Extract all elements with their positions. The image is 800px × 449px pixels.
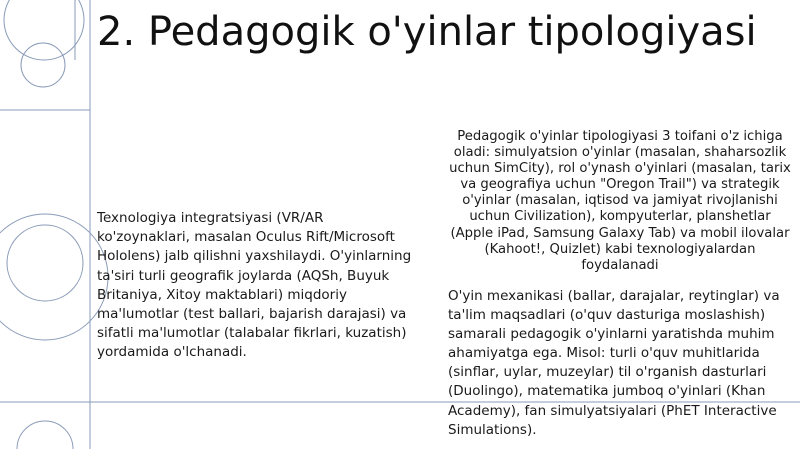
slide-title: 2. Pedagogik o'yinlar tipologiyasi [97, 9, 757, 55]
deco-circle [0, 214, 108, 340]
deco-circle [7, 225, 83, 301]
right-paragraph-mechanics: O'yin mexanikasi (ballar, darajalar, reytinglar) va ta'lim maqsadlari (o'quv dasturiga moslashish) samarali pedagogik o'yinlarni yaratishda muhim ahamiyatga ega. Misol: turli o'quv muhitlarida (sinflar, uylar, muzeylar) til o'rganish dasturlari (Duolingo), matematika jumboq o'yinlari (Khan Academy), fan simulyatsiyalari (PhET Interactive Simulations). [448, 288, 780, 438]
deco-circle [4, 0, 84, 60]
deco-circle [17, 421, 73, 449]
deco-circle [21, 43, 65, 87]
left-paragraph: Texnologiya integratsiyasi (VR/AR ko'zoynaklari, masalan Oculus Rift/Microsoft Hololens) jalb qilishni yaxshilaydi. O'yinlarning ta'siri turli geografik joylarda (AQSh, Buyuk Britaniya, Xitoy maktablari) miqdoriy ma'lumotlar (test ballari, bajarish darajasi) va sifatli ma'lumotlar (talabalar fikrlari, kuzatish) yordamida o'lchanadi. [97, 210, 412, 361]
right-paragraph-typology: Pedagogik o'yinlar tipologiyasi 3 toifani o'z ichiga oladi: simulyatsion o'yinlar (masalan, shaharsozlik uchun SimCity), rol o'ynash o'yinlari (masalan, tarix va geografiya uchun "Oregon Trail") va strategik o'yinlar (masalan, iqtisod va jamiyat rivojlanishi uchun Civilization), kompyuterlar, planshetlar (Apple iPad, Samsung Galaxy Tab) va mobil ilovalar (Kahoot!, Quizlet) kabi texnologiyalardan foydalanadi [449, 129, 791, 273]
